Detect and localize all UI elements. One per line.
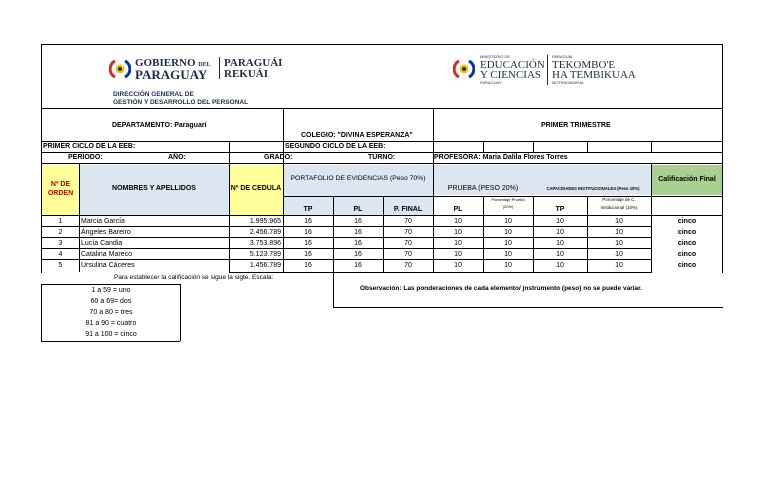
student-name: Lucía Candia (81, 240, 123, 247)
profesora-label: PROFESORA: María Dalila Flores Torres (434, 154, 568, 161)
direccion-line2: GESTIÓN Y DESARROLLO DEL PERSONAL (113, 99, 249, 106)
tp-score: 16 (304, 229, 312, 236)
cap-tp-score: 10 (556, 218, 564, 225)
cap-tp-score: 10 (556, 229, 564, 236)
header-portafolio: PORTAFOLIO DE EVIDENCIAS (Peso 70%) (290, 175, 426, 182)
prueba-pl-score: 10 (454, 251, 462, 258)
pfinal-score: 70 (404, 240, 412, 247)
turno-label: TURNO: (368, 154, 396, 161)
header-orden-2: ORDEN (47, 190, 74, 197)
row-number: 5 (58, 262, 63, 269)
pct-cap: 10 (615, 229, 623, 236)
pct-cap: 10 (615, 218, 623, 225)
student-name: Ángeles Bareiro (81, 229, 131, 236)
header-capacidades: CAPACIDADES INSTITUCIONALES (Peso 10%) (546, 186, 640, 191)
departamento-label: DEPARTAMENTO: Paraguarí (112, 122, 207, 129)
escala-item: 91 a 100 = cinco (85, 331, 137, 338)
observacion-text: Observación: Las ponderaciones de cada elemento/ jnstrumento (peso) no se puede variar. (360, 285, 643, 292)
pct-cap: 10 (615, 251, 623, 258)
escala-item: 81 a 90 = cuatro (85, 320, 137, 327)
header-prueba: PRUEBA (PESO 20%) (447, 185, 519, 192)
escala-item: 1 a 59 = uno (91, 287, 131, 294)
row-number: 4 (58, 251, 63, 258)
pl-score: 16 (354, 251, 362, 258)
gobierno-guarani2: REKUÁI (224, 68, 269, 80)
prueba-pl-score: 10 (454, 218, 462, 225)
trimestre-label: PRIMER TRIMESTRE (541, 122, 611, 129)
pl-score: 16 (354, 218, 362, 225)
pfinal-score: 70 (404, 229, 412, 236)
final-grade: cinco (677, 218, 697, 225)
row-number: 3 (58, 240, 63, 247)
mec-logo-divider (547, 55, 548, 85)
colegio-label: COLEGIO: "DIVINA ESPERANZA" (301, 132, 413, 139)
gobierno-line2: PARAGUAY (135, 67, 208, 82)
row-number: 2 (58, 229, 63, 236)
mec-guarani1: TEKOMBO'E (552, 59, 616, 71)
periodo-label: PERÍODO: (68, 154, 103, 161)
final-grade: cinco (677, 229, 697, 236)
pct-prueba: 10 (504, 218, 512, 225)
gobierno-line1: GOBIERNO DEL (135, 57, 211, 69)
subheader-pct-prueba-1: Porcentaje Prueba (491, 197, 525, 202)
header-final: Calificación Final (658, 176, 716, 183)
tp-score: 16 (304, 251, 312, 258)
pct-prueba: 10 (504, 262, 512, 269)
student-name: Marcia García (81, 218, 125, 225)
mec-guarani-small: PARAGUÁI (552, 54, 573, 59)
cap-tp-score: 10 (556, 262, 564, 269)
tp-score: 16 (304, 240, 312, 247)
cedula: 1.456.789 (249, 262, 281, 269)
escala-item: 70 a 80 = tres (89, 309, 133, 316)
escala-title: Para establecer la calificación se sigue la sigte. Escala: (114, 274, 274, 281)
pct-prueba: 10 (504, 229, 512, 236)
mec-guarani2: HA TEMBIKUAA (552, 69, 636, 81)
mec-line2: Y CIENCIAS (480, 69, 542, 81)
header-orden-1: Nº DE (50, 181, 71, 188)
student-name: Ursulina Cáceres (81, 262, 135, 269)
prueba-pl-score: 10 (454, 262, 462, 269)
escala-item: 60 a 69= dos (90, 298, 132, 305)
subheader-pl2: PL (453, 206, 463, 213)
row-number: 1 (58, 218, 63, 225)
prueba-pl-score: 10 (454, 240, 462, 247)
final-grade: cinco (677, 262, 697, 269)
grado-label: GRADO: (264, 154, 293, 161)
tp-score: 16 (304, 218, 312, 225)
student-name: Catalina Mareco (81, 251, 132, 258)
pl-score: 16 (354, 229, 362, 236)
gobierno-seal-icon (109, 59, 131, 79)
segundo-ciclo-label: SEGUNDO CICLO DE LA EEB: (285, 143, 386, 150)
subheader-pct-cap-2: Institucional (10%) (600, 205, 638, 210)
final-grade: cinco (677, 240, 697, 247)
logo-divider (219, 57, 220, 79)
pct-prueba: 10 (504, 240, 512, 247)
anio-label: AÑO: (168, 154, 186, 161)
cedula: 5.123.789 (249, 251, 281, 258)
subheader-tp2: TP (555, 206, 565, 213)
header-cedula: Nº DE CEDULA (230, 185, 282, 192)
subheader-pl: PL (353, 206, 363, 213)
cedula: 3.753.896 (249, 240, 281, 247)
subheader-pfinal: P. FINAL (393, 206, 423, 213)
header-nombres: NOMBRES Y APELLIDOS (112, 185, 196, 192)
cedula: 2.456.789 (249, 229, 281, 236)
mec-line1: EDUCACIÓN (480, 59, 545, 71)
cap-tp-score: 10 (556, 251, 564, 258)
pl-score: 16 (354, 240, 362, 247)
mec-small: MINISTERIO DE (480, 54, 511, 59)
subheader-tp: TP (303, 206, 313, 213)
final-grade: cinco (677, 251, 697, 258)
subheader-pct-prueba-2: (20%) (502, 204, 514, 209)
cap-tp-score: 10 (556, 240, 564, 247)
gobierno-guarani1: PARAGUÁI (224, 57, 283, 69)
pfinal-score: 70 (404, 251, 412, 258)
prueba-pl-score: 10 (454, 229, 462, 236)
primer-ciclo-label: PRIMER CICLO DE LA EEB: (43, 143, 136, 150)
pct-cap: 10 (615, 262, 623, 269)
pfinal-score: 70 (404, 218, 412, 225)
subheader-pct-cap-1: Porcentaje de C. (602, 197, 636, 202)
pct-prueba: 10 (504, 251, 512, 258)
pct-cap: 10 (615, 240, 623, 247)
mec-seal-icon (453, 59, 475, 79)
cedula: 1.995.965 (249, 218, 281, 225)
tp-score: 16 (304, 262, 312, 269)
mec-country: PARAGUAY (480, 80, 502, 85)
direccion-line1: DIRECCIÓN GENERAL DE (113, 91, 194, 98)
pl-score: 16 (354, 262, 362, 269)
sheet-header (41, 44, 723, 108)
mec-guarani3: MOTENONDEHA (552, 80, 584, 85)
pfinal-score: 70 (404, 262, 412, 269)
